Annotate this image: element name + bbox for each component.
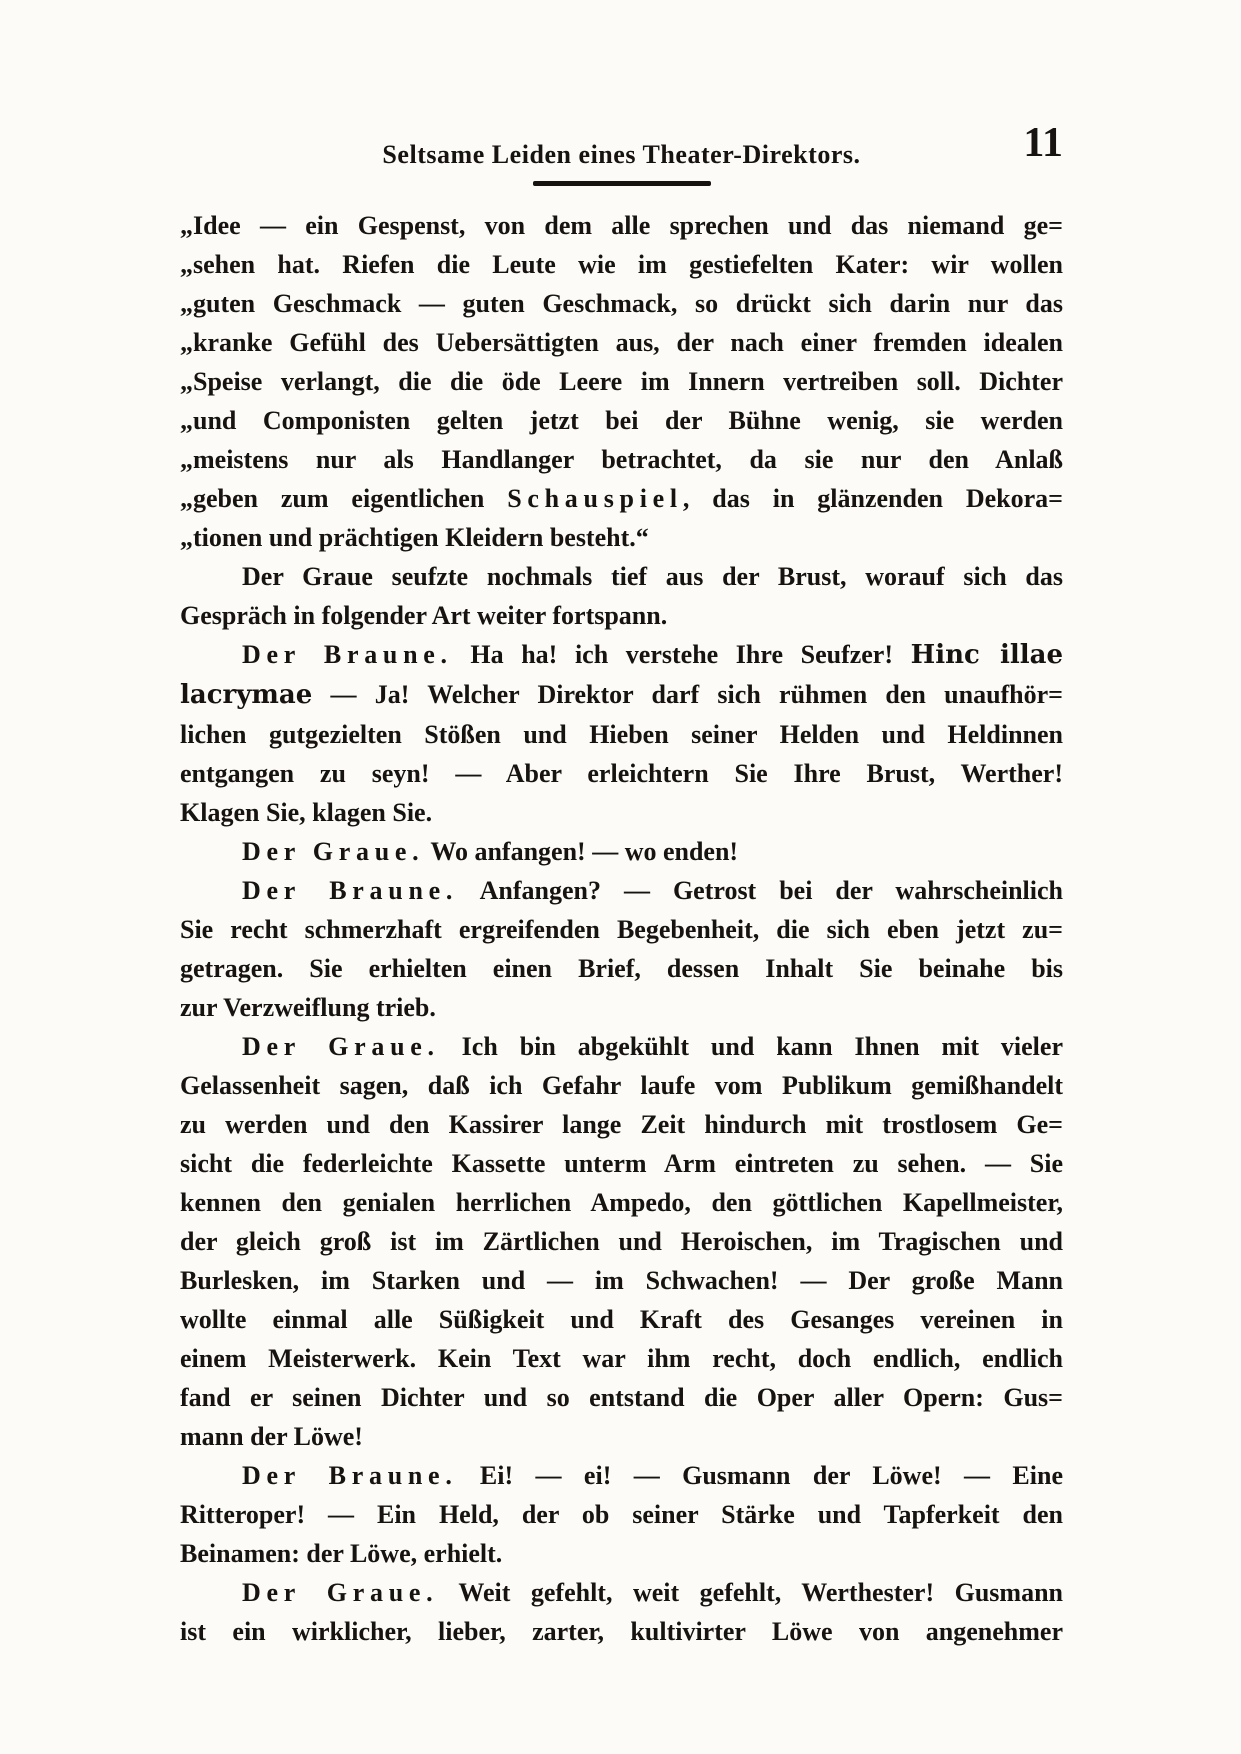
- text-line: Der Graue seufzte nochmals tief aus der Brust, worauf sich das: [242, 562, 1063, 591]
- text-line: fand er seinen Dichter und so entstand die Oper aller Opern: Gus=: [180, 1383, 1063, 1412]
- paragraph-graue-1: [180, 832, 1063, 871]
- emphasized-spaced-text: Der Braune.: [242, 1461, 458, 1490]
- text-line: „Idee — ein Gespenst, von dem alle sprechen und das niemand ge=: [180, 211, 1063, 240]
- text-line: [180, 675, 1063, 715]
- paragraph-braune-2: [180, 871, 1063, 1027]
- text-segment: — Ja! Welcher Direktor darf sich rühmen den unaufhör=: [312, 680, 1063, 709]
- emphasized-spaced-text: Der Braune.: [242, 876, 459, 905]
- paragraph-braune-3: [180, 1456, 1063, 1573]
- text-line: zu werden und den Kassirer lange Zeit hindurch mit trostlosem Ge=: [180, 1110, 1063, 1139]
- text-line: mann der Löwe!: [180, 1422, 363, 1451]
- text-segment: Wo anfangen! — wo enden!: [424, 837, 739, 866]
- page-number: 11: [1023, 120, 1063, 166]
- text-line: „und Componisten gelten jetzt bei der Bühne wenig, sie werden: [180, 406, 1063, 435]
- paragraph-narration: [180, 557, 1063, 635]
- text-line: Burlesken, im Starken und — im Schwachen! — Der große Mann: [180, 1266, 1063, 1295]
- running-header-title: Seltsame Leiden eines Theater-Direktors.: [382, 140, 861, 169]
- text-line: getragen. Sie erhielten einen Brief, dessen Inhalt Sie beinahe bis: [180, 954, 1063, 983]
- paragraph-graue-2: [180, 1027, 1063, 1456]
- emphasized-spaced-text: Der Braune.: [242, 640, 453, 669]
- text-segment: , das in glänzenden Dekora=: [682, 484, 1063, 513]
- text-line: zur Verzweiflung trieb.: [180, 993, 436, 1022]
- text-line: Gespräch in folgender Art weiter fortspann.: [180, 601, 668, 630]
- text-line: wollte einmal alle Süßigkeit und Kraft des Gesanges vereinen in: [180, 1305, 1063, 1334]
- text-line: Sie recht schmerzhaft ergreifenden Begebenheit, die sich eben jetzt zu=: [180, 915, 1063, 944]
- text-line: [180, 871, 1063, 910]
- text-line: [180, 832, 1063, 871]
- text-line: „kranke Gefühl des Uebersättigten aus, der nach einer fremden idealen: [180, 328, 1063, 357]
- text-line: [180, 635, 1063, 675]
- paragraph-quoted-letter: [180, 206, 1063, 557]
- title-rule: [533, 181, 711, 186]
- title-rule-wrap: [180, 181, 1063, 186]
- text-line: Gelassenheit sagen, daß ich Gefahr laufe vom Publikum gemißhandelt: [180, 1071, 1063, 1100]
- text-line: [180, 1573, 1063, 1612]
- emphasized-spaced-text: Der Graue.: [242, 1578, 439, 1607]
- text-line: kennen den genialen herrlichen Ampedo, den göttlichen Kapellmeister,: [180, 1188, 1063, 1217]
- text-line: „sehen hat. Riefen die Leute wie im gestiefelten Kater: wir wollen: [180, 250, 1063, 279]
- text-segment: Anfangen? — Getrost bei der wahrscheinlich: [458, 876, 1063, 905]
- text-line: sicht die federleichte Kassette unterm Arm eintreten zu sehen. — Sie: [180, 1149, 1063, 1178]
- emphasized-spaced-text: Der Graue.: [242, 837, 425, 866]
- latin-antiqua-text: lacrymae: [180, 680, 313, 710]
- text-line: „Speise verlangt, die die öde Leere im Innern vertreiben soll. Dichter: [180, 367, 1063, 396]
- text-line: lichen gutgezielten Stößen und Hieben seiner Helden und Heldinnen: [180, 720, 1063, 749]
- text-line: einem Meisterwerk. Kein Text war ihm recht, doch endlich, endlich: [180, 1344, 1063, 1373]
- page-body: [180, 206, 1063, 1651]
- text-line: Klagen Sie, klagen Sie.: [180, 798, 433, 827]
- text-line: [180, 479, 1063, 518]
- text-line: „meistens nur als Handlanger betrachtet, da sie nur den Anlaß: [180, 445, 1063, 474]
- text-line: der gleich groß ist im Zärtlichen und Heroischen, im Tragischen und: [180, 1227, 1063, 1256]
- text-line: Ritteroper! — Ein Held, der ob seiner Stärke und Tapferkeit den: [180, 1500, 1063, 1529]
- text-segment: Weit gefehlt, weit gefehlt, Werthester! Gusmann: [438, 1578, 1063, 1607]
- emphasized-spaced-text: Der Graue.: [242, 1032, 440, 1061]
- latin-antiqua-text: Hinc illae: [910, 640, 1064, 670]
- text-segment: Ich bin abgekühlt und kann Ihnen mit vieler: [439, 1032, 1063, 1061]
- text-segment: Ei! — ei! — Gusmann der Löwe! — Eine: [457, 1461, 1063, 1490]
- text-line: ist ein wirklicher, lieber, zarter, kultivirter Löwe von angenehmer: [180, 1617, 1063, 1646]
- text-line: entgangen zu seyn! — Aber erleichtern Sie Ihre Brust, Werther!: [180, 759, 1063, 788]
- emphasized-spaced-text: Schauspiel: [507, 484, 683, 513]
- text-line: „guten Geschmack — guten Geschmack, so drückt sich darin nur das: [180, 289, 1063, 318]
- text-line: [180, 1456, 1063, 1495]
- text-line: [180, 1027, 1063, 1066]
- paragraph-graue-3: [180, 1573, 1063, 1651]
- text-line: „tionen und prächtigen Kleidern besteht.“: [180, 523, 649, 552]
- text-line: Beinamen: der Löwe, erhielt.: [180, 1539, 503, 1568]
- paragraph-braune-1: [180, 635, 1063, 832]
- text-segment: „geben zum eigentlichen: [180, 484, 508, 513]
- text-segment: Ha ha! ich verstehe Ihre Seufzer!: [452, 640, 911, 669]
